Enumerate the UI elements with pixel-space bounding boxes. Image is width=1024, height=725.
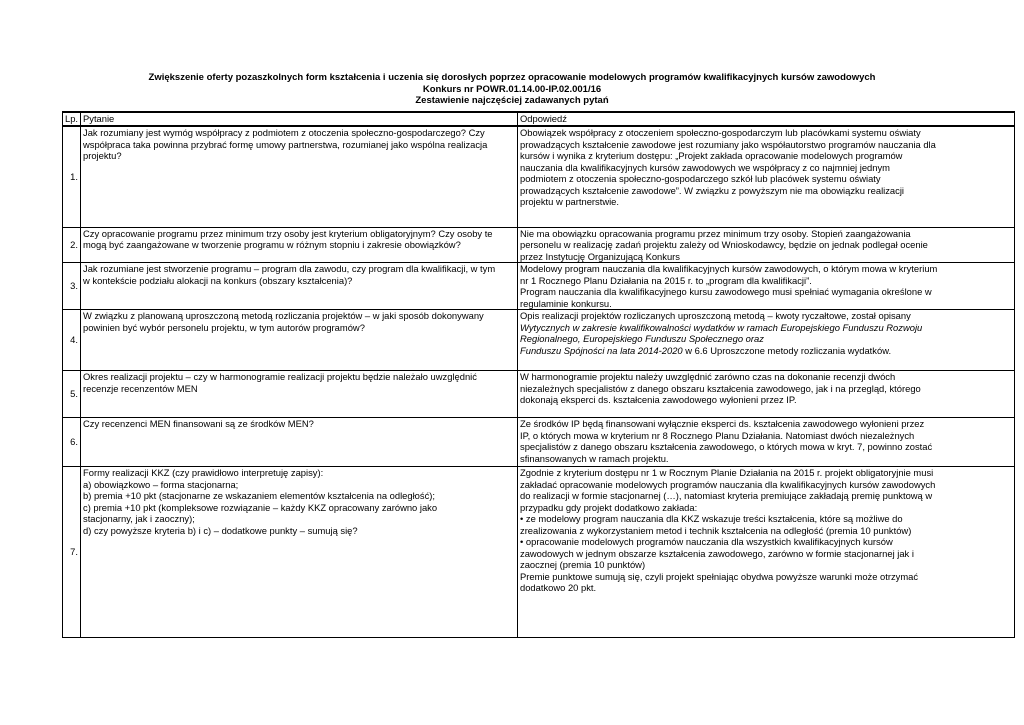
document-header [0, 72, 1024, 107]
table-row [63, 418, 1015, 467]
row-number: 1. [63, 126, 81, 227]
header-lp: Lp. [63, 112, 81, 126]
table-header-row [63, 112, 1015, 126]
table-row [63, 263, 1015, 310]
answer-cell: Nie ma obowiązku opracowania programu przez minimum trzy osoby. Stopień zaangażowania personelu w realizację zadań projektu zależy od Wnioskodawcy, będzie on jednak podlegał ocenie przez Instytucję Organizującą Konkurs [518, 227, 1015, 263]
answer-cell: Opis realizacji projektów rozliczanych uproszczoną metodą – kwoty ryczałtowe, został opisany Wytycznych w zakresie kwalifikowalności wydatków w ramach Europejskiego Funduszu Rozwoju Regionalnego, Europejskiego Funduszu Społecznego oraz Funduszu Spójności na lata 2014-2020 w 6.6 Uproszczone metody rozliczania wydatków. [518, 310, 1015, 371]
table-row [63, 371, 1015, 418]
table-row [63, 126, 1015, 227]
question-cell: Formy realizacji KKZ (czy prawidłowo interpretuję zapisy): a) obowiązkowo – forma stacjonarna; b) premia +10 pkt (stacjonarne ze wskazaniem elementów kształcenia na odległość); c) premia +10 pkt (kompleksowe rozwiązanie – każdy KKZ opracowany zarówno jako stacjonarny, jak i zaoczny); d) czy powyższe kryteria b) i c) – dodatkowe punkty – sumują się? [81, 467, 518, 638]
row-number: 6. [63, 418, 81, 467]
answer-cell: Zgodnie z kryterium dostępu nr 1 w Rocznym Planie Działania na 2015 r. projekt obligatoryjnie musi zakładać opracowanie modelowych programów nauczania dla kwalifikacyjnych kursów zawodowych do realizacji w formie stacjonarnej (…), natomiast kryteria premiujące zakładają premię punktową w przypadku gdy projekt dodatkowo zakłada: • ze modelowy program nauczania dla KKZ wskazuje treści kształcenia, które są możliwe do zrealizowania z wykorzystaniem metod i technik kształcenia na odległość (premia 10 punktów) • opracowanie modelowych programów nauczania dla wszystkich kwalifikacyjnych kursów zawodowych w jednym obszarze kształcenia zawodowego, zarówno w formie stacjonarnej jak i zaocznej (premia 10 punktów) Premie punktowe sumują się, czyli projekt spełniając obydwa powyższe warunki może otrzymać dodatkowo 20 pkt. [518, 467, 1015, 638]
question-cell: Okres realizacji projektu – czy w harmonogramie realizacji projektu będzie należało uwzględnić recenzje recenzentów MEN [81, 371, 518, 418]
competition-number: Konkurs nr POWR.01.14.00-IP.02.001/16 [422, 83, 602, 95]
table-row [63, 227, 1015, 263]
row-number: 2. [63, 227, 81, 263]
row-number: 5. [63, 371, 81, 418]
question-cell: Czy opracowanie programu przez minimum trzy osoby jest kryterium obligatoryjnym? Czy osoby te mogą być zaangażowane w tworzenie programu w różnym stopniu i zakresie obowiązków? [81, 227, 518, 263]
header-question: Pytanie [81, 112, 518, 126]
header-answer: Odpowiedź [518, 112, 1015, 126]
faq-table [62, 111, 1015, 638]
table-row [63, 467, 1015, 638]
question-cell: Jak rozumiane jest stworzenie programu – program dla zawodu, czy program dla kwalifikacji, w tym w kontekście podziału alokacji na konkurs (obszary kształcenia)? [81, 263, 518, 310]
answer-cell: Modelowy program nauczania dla kwalifikacyjnych kursów zawodowych, o którym mowa w kryterium nr 1 Rocznego Planu Działania na 2015 r. to „program dla kwalifikacji”. Program nauczania dla kwalifikacyjnego kursu zawodowego musi spełniać wymagania określone w regulaminie konkursu. [518, 263, 1015, 310]
table-row [63, 310, 1015, 371]
row-number: 3. [63, 263, 81, 310]
row-number: 4. [63, 310, 81, 371]
question-cell: W związku z planowaną uproszczoną metodą rozliczania projektów – w jaki sposób dokonywany powinien być wybór personelu projektu, w tym autorów programów? [81, 310, 518, 371]
question-cell: Jak rozumiany jest wymóg współpracy z podmiotem z otoczenia społeczno-gospodarczego? Czy współpraca taka powinna przybrać formę umowy partnerstwa, rozumianej jako wspólna realizacja projektu? [81, 126, 518, 227]
question-cell: Czy recenzenci MEN finansowani są ze środków MEN? [81, 418, 518, 467]
answer-cell: Obowiązek współpracy z otoczeniem społeczno-gospodarczym lub placówkami systemu oświaty prowadzących kształcenie zawodowe jest rozumiany jako współautorstwo programów nauczania dla kursów i wynika z kryterium dostępu: „Projekt zakłada opracowanie modelowych programów nauczania dla kwalifikacyjnych kursów zawodowych we współpracy z co najmniej jednym podmiotem z otoczenia społeczno-gospodarczego szkół lub placówek systemu oświaty prowadzących kształcenie zawodowe”. W związku z powyższym nie ma obowiązku realizacji projektu w partnerstwie. [518, 126, 1015, 227]
answer-cell: W harmonogramie projektu należy uwzględnić zarówno czas na dokonanie recenzji dwóch niezależnych specjalistów z danego obszaru kształcenia zawodowego, jak i na przegląd, którego dokonają eksperci ds. kształcenia zawodowego wyłonieni przez IP. [518, 371, 1015, 418]
table-caption: Zestawienie najczęściej zadawanych pytań [415, 95, 609, 106]
row-number: 7. [63, 467, 81, 638]
document-title: Zwiększenie oferty pozaszkolnych form kształcenia i uczenia się dorosłych poprzez opracowanie modelowych programów kwalifikacyjnych kursów zawodowych [148, 72, 876, 83]
answer-cell: Ze środków IP będą finansowani wyłącznie eksperci ds. kształcenia zawodowego wyłonieni przez IP, o których mowa w kryterium nr 8 Rocznego Planu Działania. Natomiast dwóch niezależnych specjalistów z danego obszaru kształcenia zawodowego, o których mowa w kryt. 7, powinno zostać sfinansowanych w ramach projektu. [518, 418, 1015, 467]
